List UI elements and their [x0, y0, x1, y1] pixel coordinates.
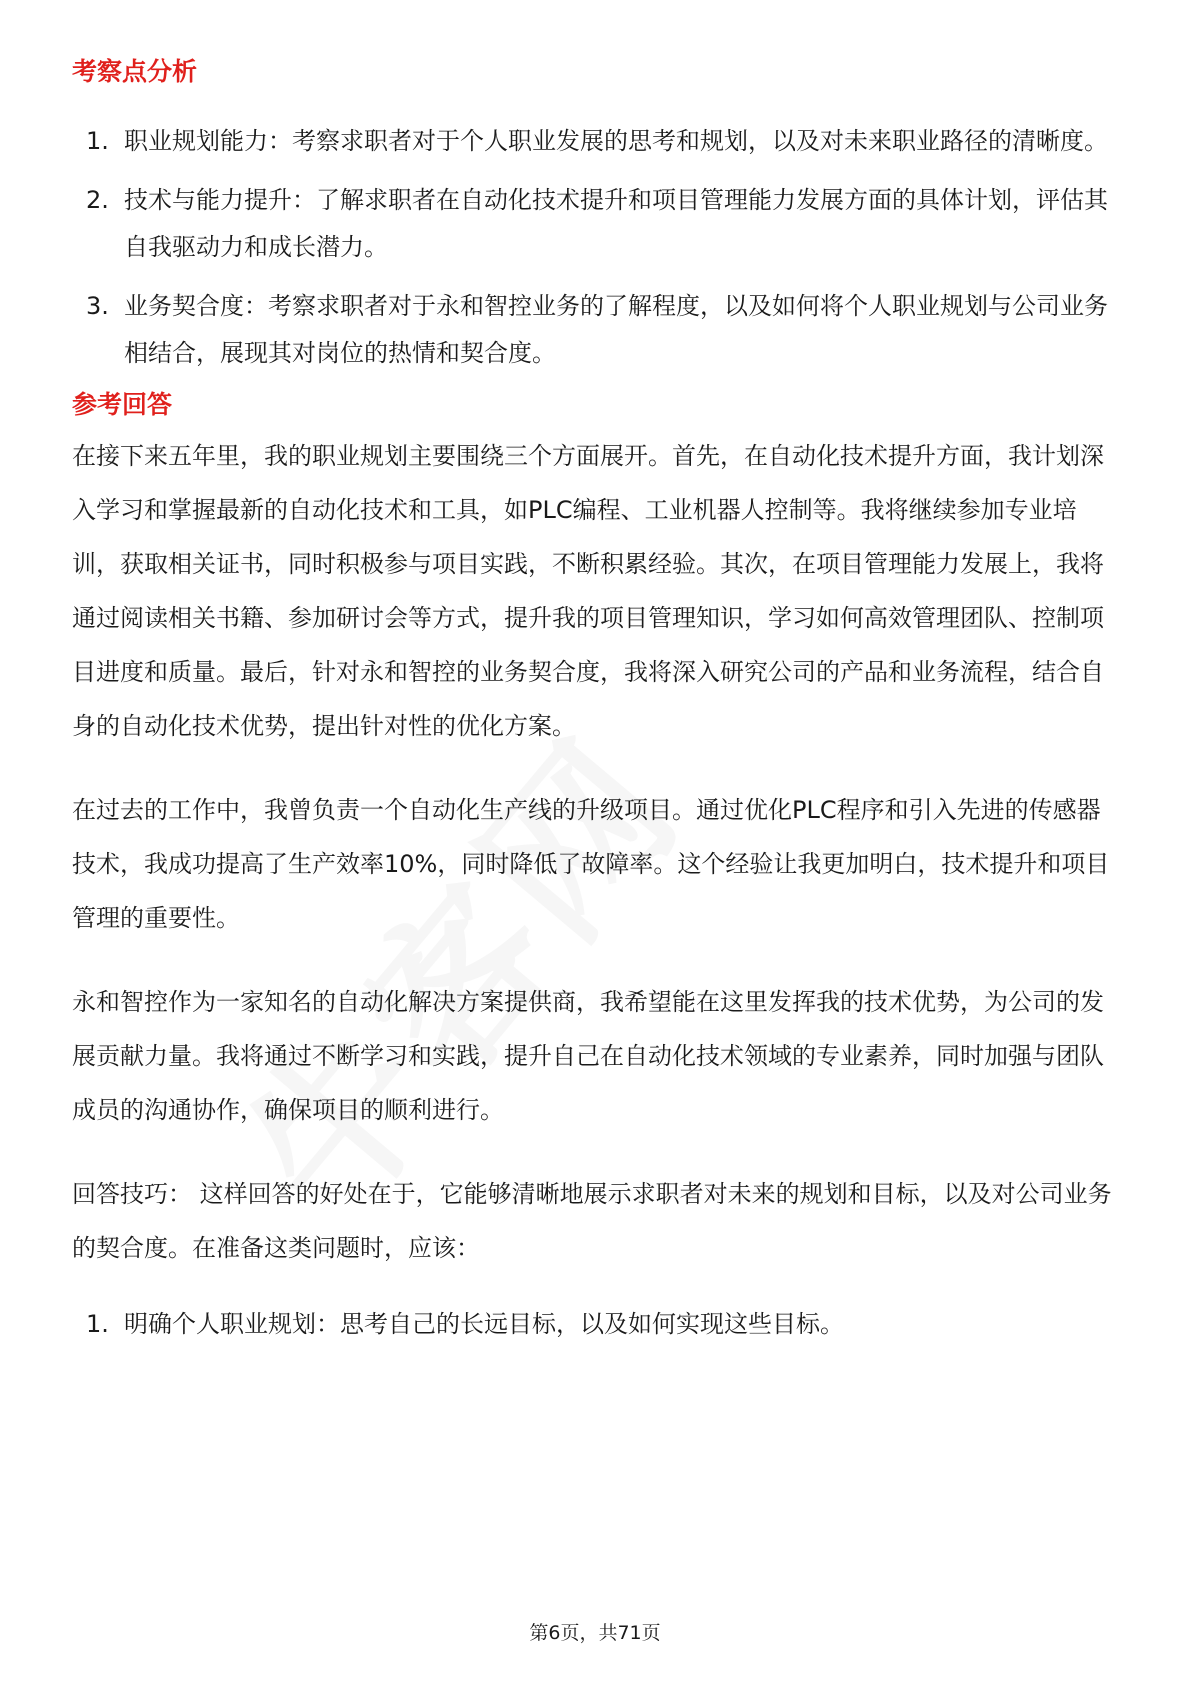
list-item: [72, 177, 1118, 271]
list-text: 业务契合度：考察求职者对于永和智控业务的了解程度，以及如何将个人职业规划与公司业务相结合，展现其对岗位的热情和契合度。: [124, 292, 1108, 367]
answer-paragraph: 在接下来五年里，我的职业规划主要围绕三个方面展开。首先，在自动化技术提升方面，我计划深入学习和掌握最新的自动化技术和工具，如PLC编程、工业机器人控制等。我将继续参加专业培训，获取相关证书，同时积极参与项目实践，不断积累经验。其次，在项目管理能力发展上，我将通过阅读相关书籍、参加研讨会等方式，提升我的项目管理知识，学习如何高效管理团队、控制项目进度和质量。最后，针对永和智控的业务契合度，我将深入研究公司的产品和业务流程，结合自身的自动化技术优势，提出针对性的优化方案。: [72, 442, 1104, 740]
page-number: 第6页，共71页: [529, 1622, 661, 1644]
list-text: 技术与能力提升：了解求职者在自动化技术提升和项目管理能力发展方面的具体计划，评估其自我驱动力和成长潜力。: [124, 186, 1108, 261]
answer-paragraph: 永和智控作为一家知名的自动化解决方案提供商，我希望能在这里发挥我的技术优势，为公司的发展贡献力量。我将通过不断学习和实践，提升自己在自动化技术领域的专业素养，同时加强与团队成员的沟通协作，确保项目的顺利进行。: [72, 988, 1104, 1124]
list-number: 1.: [86, 1310, 109, 1338]
list-text: 职业规划能力：考察求职者对于个人职业发展的思考和规划，以及对未来职业路径的清晰度。: [124, 127, 1108, 155]
analysis-list: [72, 118, 1118, 377]
list-item: [72, 1301, 1118, 1348]
list-text: 明确个人职业规划：思考自己的长远目标，以及如何实现这些目标。: [124, 1310, 844, 1338]
document-body: [72, 48, 1118, 1348]
list-number: 3.: [86, 292, 109, 320]
list-item: [72, 118, 1118, 165]
list-number: 1.: [86, 127, 109, 155]
answer-paragraph: 在过去的工作中，我曾负责一个自动化生产线的升级项目。通过优化PLC程序和引入先进的传感器技术，我成功提高了生产效率10%，同时降低了故障率。这个经验让我更加明白，技术提升和项目管理的重要性。: [72, 796, 1110, 932]
list-number: 2.: [86, 186, 109, 214]
answer-tips-intro: 回答技巧： 这样回答的好处在于，它能够清晰地展示求职者对未来的规划和目标，以及对公司业务的契合度。在准备这类问题时，应该：: [72, 1180, 1112, 1262]
section-title-analysis: 考察点分析: [72, 57, 198, 86]
list-item: [72, 283, 1118, 377]
section-title-answer: 参考回答: [72, 390, 173, 419]
tips-list: [72, 1301, 1118, 1348]
